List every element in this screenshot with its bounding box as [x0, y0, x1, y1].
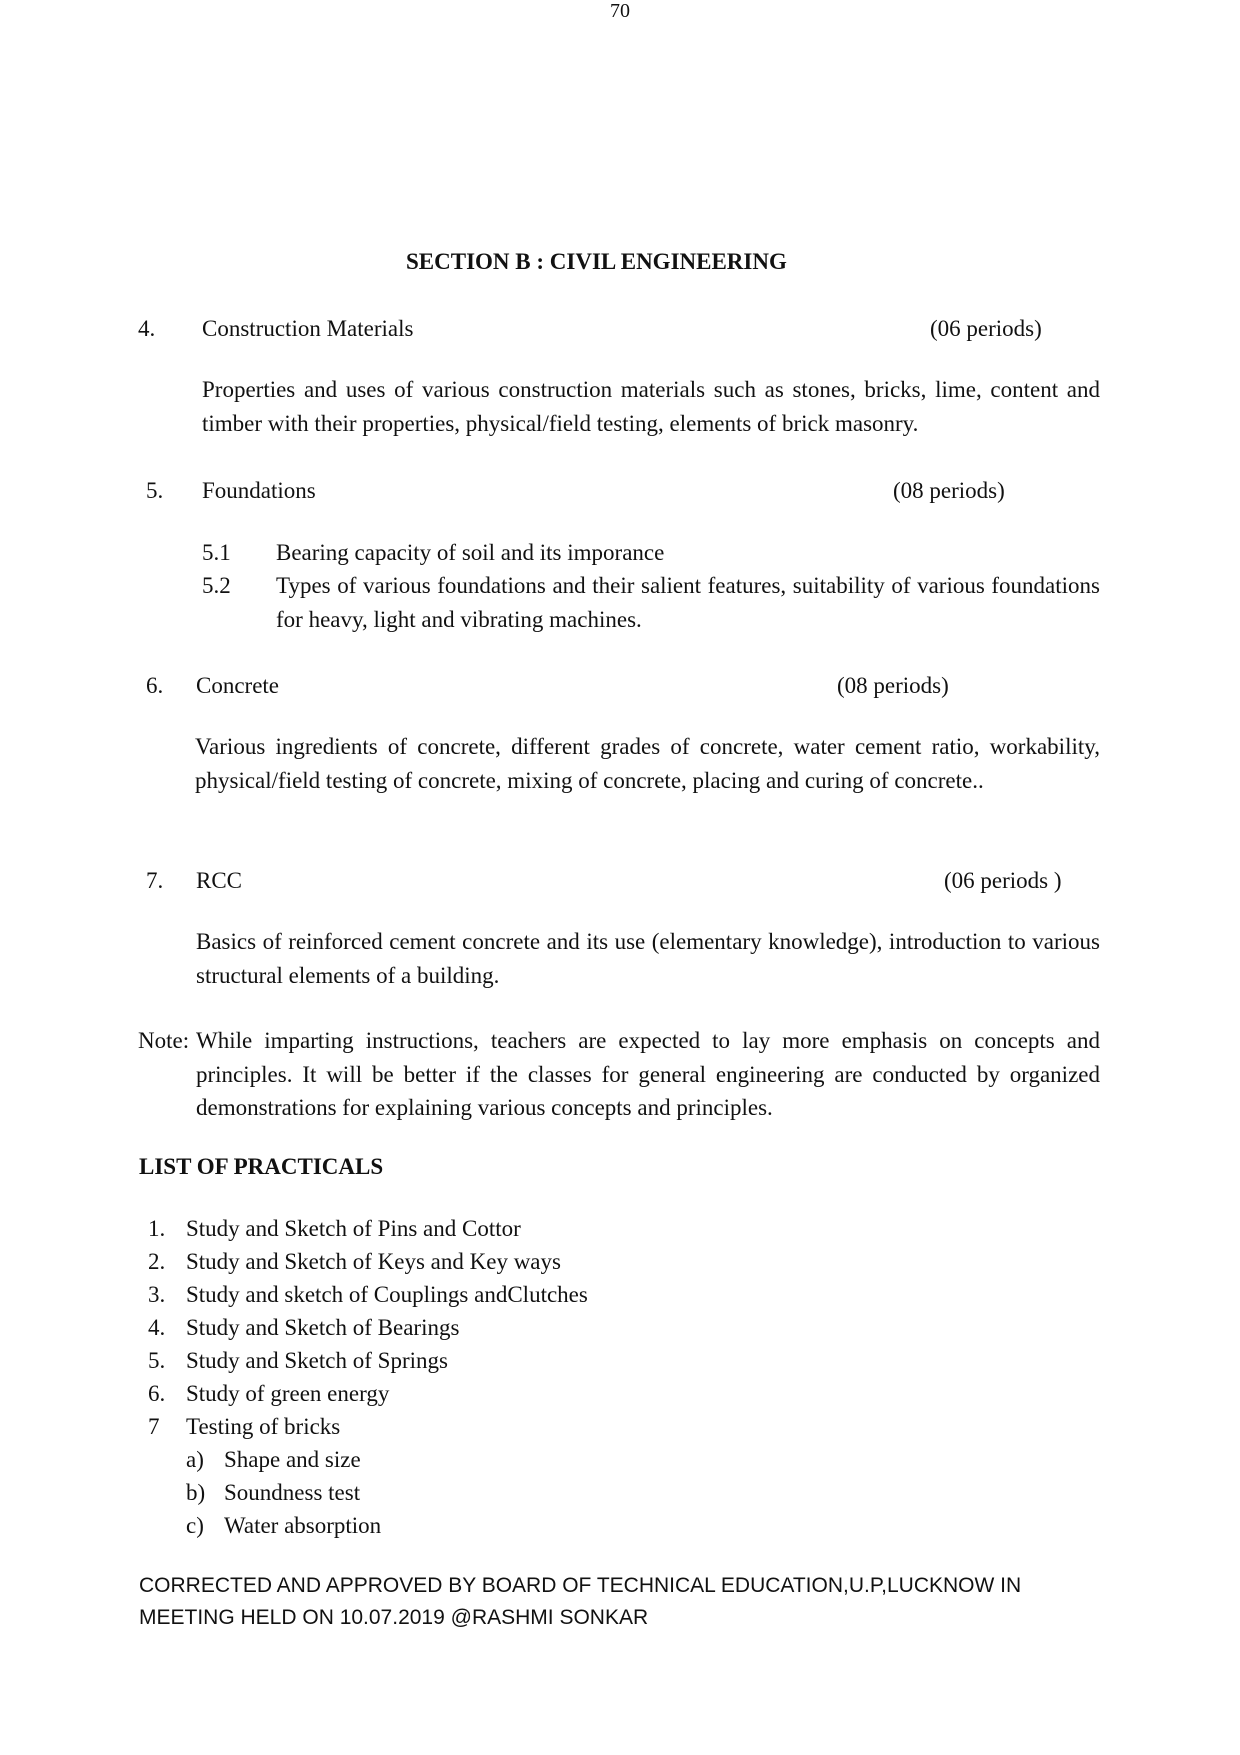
practical-subitem-letter: b) [186, 1480, 206, 1505]
topic-number: 7. [146, 868, 164, 893]
practical-number: 2. [148, 1249, 166, 1274]
subtopic-text: Bearing capacity of soil and its imporance [276, 540, 665, 565]
subtopic-number: 5.1 [202, 540, 231, 565]
topic-title: RCC [196, 868, 243, 893]
practical-item: Study of green energy [186, 1381, 390, 1406]
practical-number: 3. [148, 1282, 166, 1307]
topic-periods: (06 periods ) [944, 868, 1062, 893]
topic-number: 4. [138, 316, 156, 341]
footer-line-2: MEETING HELD ON 10.07.2019 @RASHMI SONKAR [139, 1606, 649, 1629]
topic-periods: (08 periods) [837, 673, 949, 698]
subtopic-number: 5.2 [202, 573, 231, 598]
topic-description: Various ingredients of concrete, different grades of concrete, water cement ratio, workability, physical/field testing of concrete, mixing of concrete, placing and curing of concrete.. [195, 734, 1100, 793]
practical-subitem: Shape and size [224, 1447, 361, 1472]
practical-number: 5. [148, 1348, 166, 1373]
practical-number: 1. [148, 1216, 166, 1241]
practical-number: 6. [148, 1381, 166, 1406]
topic-periods: (08 periods) [893, 478, 1005, 503]
topic-title: Concrete [196, 673, 280, 698]
practical-subitem-letter: a) [186, 1447, 204, 1472]
practical-number: 7 [148, 1414, 160, 1439]
practical-subitem: Water absorption [224, 1513, 382, 1538]
practical-item: Study and Sketch of Bearings [186, 1315, 460, 1340]
practicals-title: LIST OF PRACTICALS [139, 1154, 384, 1179]
note-text: While imparting instructions, teachers are expected to lay more emphasis on concepts and principles. It will be better if the classes for general engineering are conducted by organized demonstrations for explaining various concepts and principles. [196, 1028, 1100, 1120]
section-title: SECTION B : CIVIL ENGINEERING [406, 249, 787, 274]
practical-item: Study and sketch of Couplings andClutches [186, 1282, 588, 1307]
practical-item: Study and Sketch of Springs [186, 1348, 448, 1373]
note-label: Note: [138, 1028, 190, 1053]
footer-line-1: CORRECTED AND APPROVED BY BOARD OF TECHNICAL EDUCATION,U.P,LUCKNOW IN [139, 1574, 1022, 1597]
topic-number: 5. [146, 478, 164, 503]
practical-number: 4. [148, 1315, 166, 1340]
topic-number: 6. [146, 673, 164, 698]
topic-title: Construction Materials [202, 316, 414, 341]
topic-title: Foundations [202, 478, 316, 503]
practical-subitem-letter: c) [186, 1513, 204, 1538]
practical-item: Testing of bricks [186, 1414, 341, 1439]
topic-description: Basics of reinforced cement concrete and its use (elementary knowledge), introduction to various structural elements of a building. [196, 929, 1100, 988]
practical-item: Study and Sketch of Keys and Key ways [186, 1249, 561, 1274]
topic-periods: (06 periods) [930, 316, 1042, 341]
page-number: 70 [610, 0, 630, 22]
topic-description: Properties and uses of various construction materials such as stones, bricks, lime, content and timber with their properties, physical/field testing, elements of brick masonry. [202, 377, 1100, 436]
practical-subitem: Soundness test [224, 1480, 361, 1505]
practical-item: Study and Sketch of Pins and Cottor [186, 1216, 521, 1241]
subtopic-text: Types of various foundations and their salient features, suitability of various foundations for heavy, light and vibrating machines. [276, 573, 1100, 632]
